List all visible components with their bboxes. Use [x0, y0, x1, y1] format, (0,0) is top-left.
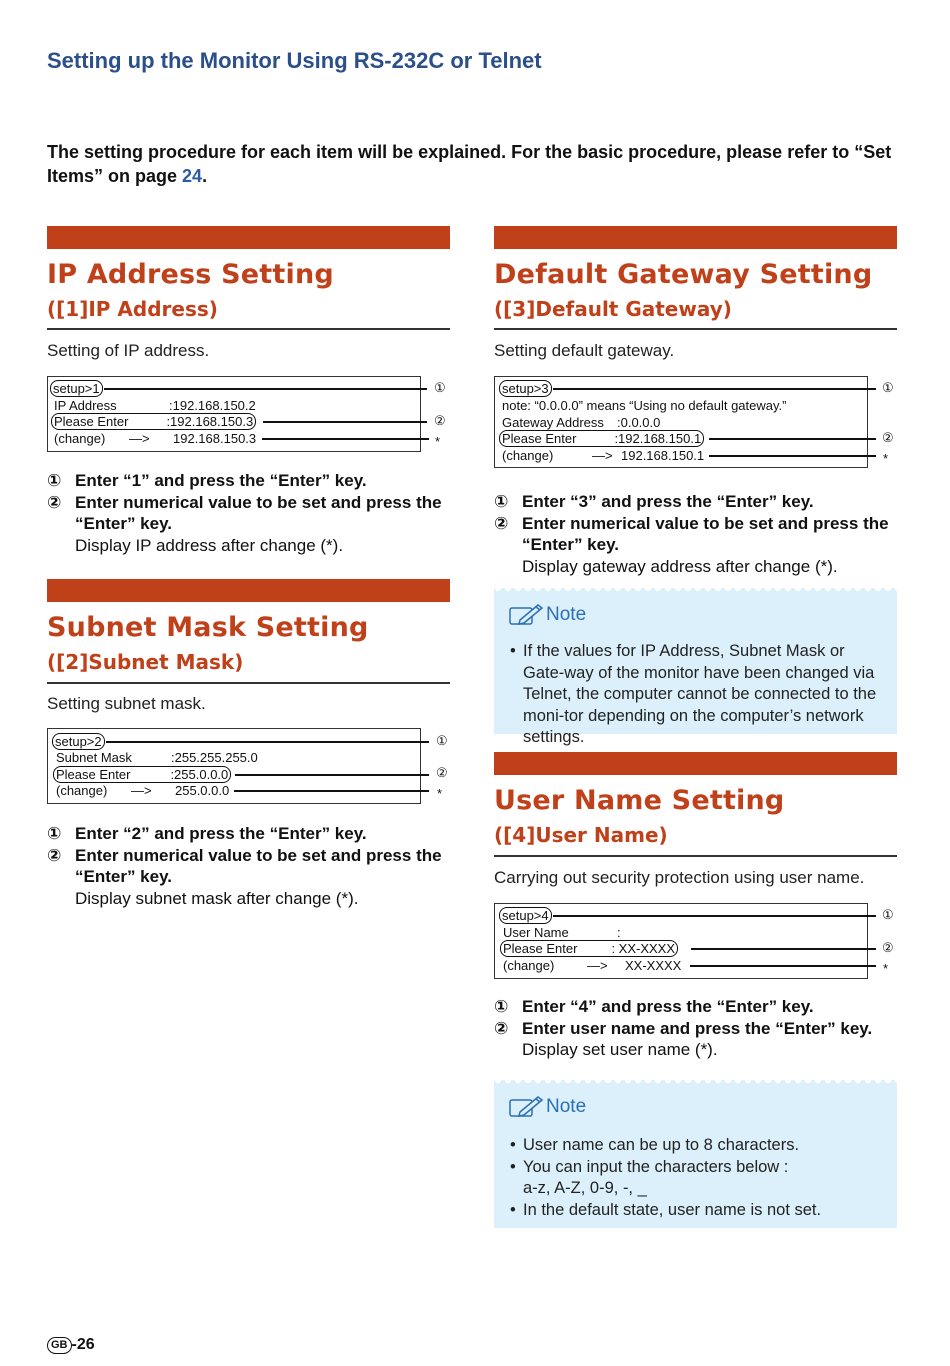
subnet-description: Setting subnet mask.	[47, 694, 206, 713]
username-steps	[494, 996, 904, 1061]
section-bar	[494, 752, 897, 775]
region-badge: GB	[47, 1337, 72, 1354]
gateway-section-title: Default Gateway Setting	[494, 259, 873, 290]
step-item: ② Enter numerical value to be set and press the “Enter” key. Display gateway address after change (*).	[494, 513, 889, 576]
prompt: setup>3	[499, 380, 552, 397]
ip-steps	[47, 470, 457, 556]
gateway-steps	[494, 491, 904, 577]
section-rule	[47, 682, 450, 684]
subnet-terminal: setup>2 ① Subnet Mask :255.255.255.0 Please Enter :255.0.0.0 ② (change) —> 255.0.0.0 *	[47, 728, 457, 806]
section-bar	[494, 226, 897, 249]
step-item: ② Enter numerical value to be set and press the “Enter” key. Display subnet mask after change (*).	[47, 845, 442, 908]
note-item: • If the values for IP Address, Subnet Mask or Gate-way of the monitor have been changed via Telnet, the computer cannot be connected to the moni-tor depending on the computer’s network settings.	[510, 641, 890, 749]
input-line: Please Enter : XX-XXXX	[500, 940, 678, 957]
step-item: ① Enter “1” and press the “Enter” key.	[47, 471, 367, 490]
subnet-section-title: Subnet Mask Setting	[47, 612, 369, 643]
note-list	[510, 641, 890, 749]
section-rule	[47, 328, 450, 330]
ip-section-subtitle: ([1]IP Address)	[47, 297, 218, 321]
note-list	[510, 1135, 890, 1221]
prompt: setup>2	[52, 733, 105, 750]
step-item: ① Enter “4” and press the “Enter” key.	[494, 997, 814, 1016]
step-item: ② Enter user name and press the “Enter” key. Display set user name (*).	[494, 1018, 873, 1059]
username-terminal: setup>4 ① User Name : Please Enter : XX-XXXX ② (change) —> XX-XXXX *	[494, 903, 904, 981]
intro-text: The setting procedure for each item will be explained. For the basic procedure, please refer to “Set Items” on page 24.	[47, 142, 892, 186]
step-item: ① Enter “2” and press the “Enter” key.	[47, 824, 367, 843]
section-rule	[494, 328, 897, 330]
section-bar	[47, 579, 450, 602]
ip-section-title: IP Address Setting	[47, 259, 334, 290]
note-box	[494, 1080, 897, 1228]
note-item: • You can input the characters below : a-z, A-Z, 0-9, -, _	[510, 1157, 890, 1200]
note-item: • User name can be up to 8 characters.	[510, 1135, 890, 1157]
note-heading: Note	[508, 1094, 586, 1120]
prompt: setup>1	[50, 380, 103, 397]
section-bar	[47, 226, 450, 249]
username-section-title: User Name Setting	[494, 785, 785, 816]
subnet-section-subtitle: ([2]Subnet Mask)	[47, 650, 244, 674]
gateway-description: Setting default gateway.	[494, 341, 675, 360]
prompt: setup>4	[499, 907, 552, 924]
ip-terminal: setup>1 ① IP Address :192.168.150.2 Please Enter :192.168.150.3 ② (change) —> 192.168.150.3 *	[47, 376, 457, 454]
pencil-icon	[508, 602, 544, 628]
username-section-subtitle: ([4]User Name)	[494, 823, 668, 847]
input-line: Please Enter :192.168.150.1	[499, 430, 704, 447]
step-item: ② Enter numerical value to be set and press the “Enter” key. Display IP address after change (*).	[47, 492, 442, 555]
gateway-terminal: setup>3 ① note: “0.0.0.0” means “Using no default gateway.” Gateway Address :0.0.0.0 Please Enter :192.168.150.1 ② (change) —> 192.168.150.1 *	[494, 376, 904, 471]
note-box	[494, 588, 897, 746]
input-line: Please Enter :255.0.0.0	[53, 766, 231, 783]
gateway-section-subtitle: ([3]Default Gateway)	[494, 297, 732, 321]
username-description: Carrying out security protection using user name.	[494, 868, 865, 887]
note-heading: Note	[508, 602, 586, 628]
section-rule	[494, 855, 897, 857]
note-item: • In the default state, user name is not set.	[510, 1200, 890, 1222]
subnet-steps	[47, 823, 457, 909]
pencil-icon	[508, 1094, 544, 1120]
page-number: GB -26	[47, 1336, 95, 1354]
page-header: Setting up the Monitor Using RS-232C or Telnet	[47, 48, 542, 73]
input-line: Please Enter :192.168.150.3	[51, 413, 256, 430]
ip-description: Setting of IP address.	[47, 341, 210, 360]
step-item: ① Enter “3” and press the “Enter” key.	[494, 492, 814, 511]
page-link[interactable]: 24	[182, 166, 203, 186]
